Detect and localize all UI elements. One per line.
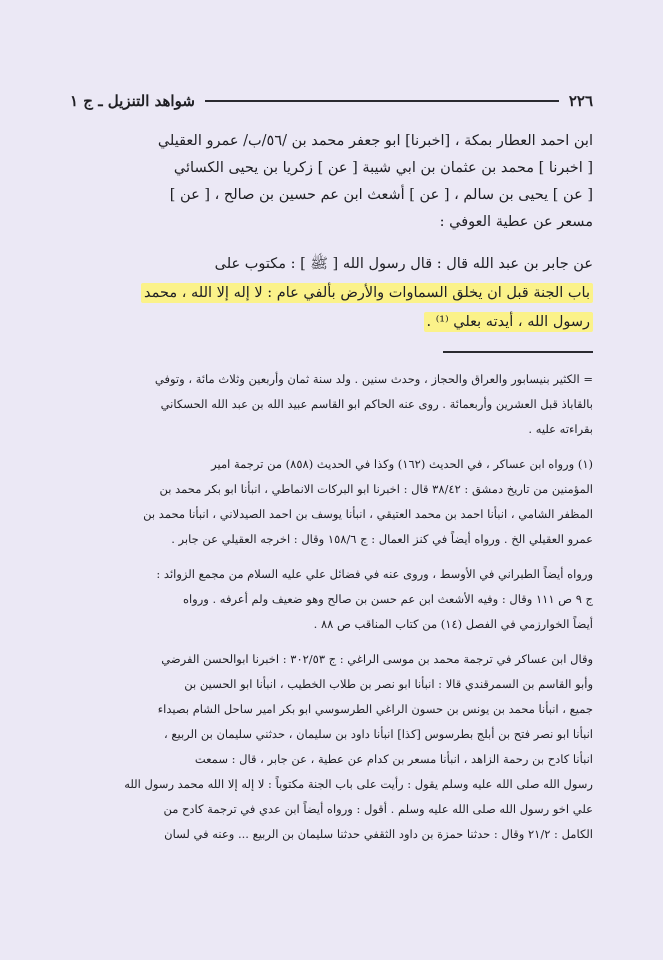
page-header bbox=[70, 92, 593, 110]
hadith-line-3 bbox=[70, 308, 593, 337]
footnote-line: ورواه أيضاً الطبراني في الأوسط ، وروى عنه في فضائل علي عليه السلام من مجمع الزوائد : bbox=[156, 567, 593, 581]
footnote-line: رسول الله صلى الله عليه وسلم يقول : رأيت على باب الجنة مكتوباً : لا إله إلا الله محمد رسول الله bbox=[124, 777, 593, 791]
isnad-paragraph bbox=[70, 128, 593, 236]
footnote-1 bbox=[70, 452, 593, 552]
footnote-1-ibn-asakir bbox=[70, 647, 593, 847]
header-rule bbox=[205, 100, 559, 102]
footnote-line: عمرو العقيلي الخ . ورواه أيضاً في كنز العمال : ج ١٥٨/٦ وقال : اخرجه العقيلي عن جابر . bbox=[171, 532, 593, 546]
isnad-line: مسعر عن عطية العوفي : bbox=[439, 214, 593, 230]
footnote-continuation bbox=[70, 367, 593, 442]
footnote-separator bbox=[70, 351, 593, 353]
footnote-1-tabarani bbox=[70, 562, 593, 637]
hadith-paragraph bbox=[70, 250, 593, 337]
highlighted-text: باب الجنة قبل ان يخلق السماوات والأرض بألفي عام : لا إله إلا الله ، محمد bbox=[141, 283, 593, 303]
footnote-line: (١) ورواه ابن عساكر ، في الحديث (١٦٢) وكذا في الحديث (٨٥٨) من ترجمة امير bbox=[211, 457, 593, 471]
hadith-line-2 bbox=[70, 279, 593, 308]
footnote-line: بالقاباذ قبل العشرين وأربعمائة . روى عنه الحاكم ابو القاسم عبيد الله بن عبد الله الحسكاني bbox=[160, 397, 593, 411]
footnote-line: ج ٩ ص ١١١ وقال : وفيه الأشعث ابن عم حسن بن صالح وهو ضعيف ولم أعرفه . ورواه bbox=[182, 592, 593, 606]
isnad-line: ابن احمد العطار بمكة ، [اخبرنا] ابو جعفر محمد بن /٥٦/ب/ عمرو العقيلي bbox=[157, 133, 593, 149]
page-number: ٢٢٦ bbox=[568, 92, 593, 110]
highlighted-text: رسول الله ، أيدته بعلي ⁽¹⁾ . bbox=[424, 312, 594, 332]
isnad-line: [ اخبرنا ] محمد بن عثمان بن ابي شيبة [ عن ] زكريا بن يحيى الكسائي bbox=[173, 160, 593, 176]
footnote-line: وأبو القاسم بن السمرقندي قالا : انبأنا ابو نصر بن طلاب الخطيب ، انبأنا ابو الحسين بن bbox=[184, 677, 593, 691]
running-title: شواهد التنزيل ـ ج ١ bbox=[70, 92, 195, 110]
hadith-line-1: عن جابر بن عبد الله قال : قال رسول الله [ ﷺ ] : مكتوب على bbox=[214, 256, 593, 272]
footnote-line: علي اخو رسول الله صلى الله عليه وسلم . أقول : ورواه أيضاً ابن عدي في ترجمة كادح من bbox=[163, 802, 593, 816]
isnad-line: [ عن ] يحيى بن سالم ، [ عن ] أشعث ابن عم حسين بن صالح ، [ عن ] bbox=[169, 187, 593, 203]
footnote-line: جميع ، انبأنا محمد بن يونس بن حسون الراغي الطرسوسي ابو بكر امير ساحل الشام بصيداء bbox=[157, 702, 593, 716]
footnote-line: أيضاً الخوارزمي في الفصل (١٤) من كتاب المناقب ص ٨٨ . bbox=[313, 617, 593, 631]
footnote-line: الكامل : ٢١/٢ وقال : حدثنا حمزة بن داود الثقفي حدثنا سليمان بن الربيع ... وعنه في لسان bbox=[164, 827, 593, 841]
footnote-line: = الكثير بنيسابور والعراق والحجاز ، وحدث سنين . ولد سنة ثمان وأربعين وثلاث مائة ، وتوفي bbox=[154, 372, 593, 386]
footnote-line: المؤمنين من تاريخ دمشق : ٣٨/٤٢ قال : اخبرنا ابو البركات الانماطي ، انبأنا ابو بكر محمد بن bbox=[159, 482, 593, 496]
footnote-line: وقال ابن عساكر في ترجمة محمد بن موسى الراغي : ج ٣٠٢/٥٣ : اخبرنا ابوالحسن الفرضي bbox=[161, 652, 593, 666]
footnote-line: المظفر الشامي ، انبأنا احمد بن محمد العتيقي ، انبأنا يوسف بن احمد الصيدلاني ، انبأنا محمد بن bbox=[143, 507, 593, 521]
footnotes bbox=[70, 367, 593, 847]
footnote-line: بقراءته عليه . bbox=[528, 422, 593, 436]
footnote-line: انبأنا كادح بن رحمة الزاهد ، انبأنا مسعر بن كدام عن عطية ، عن جابر ، قال : سمعت bbox=[194, 752, 593, 766]
footnote-line: انبأنا ابو نصر فتح بن أبلج بطرسوس [كذا] انبأنا داود بن سليمان ، حدثني سليمان بن الربيع ، bbox=[164, 727, 593, 741]
